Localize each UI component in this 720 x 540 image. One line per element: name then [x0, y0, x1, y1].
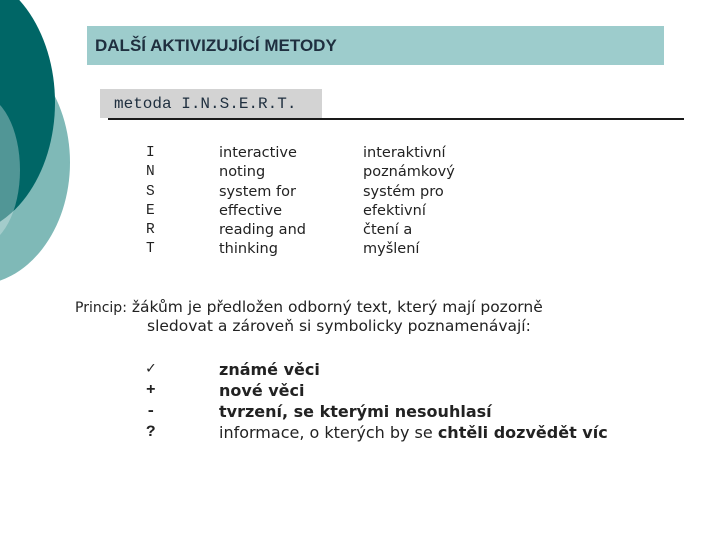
acronym-english-line: interactive	[219, 145, 297, 161]
principle-label: Princip:	[75, 300, 127, 316]
acronym-english-line: noting	[219, 164, 266, 181]
acronym-czech-line: interaktivní	[363, 145, 446, 161]
meaning-question	[219, 422, 608, 443]
principle-line-1	[75, 298, 675, 317]
acronym-czech-line: čtení a	[363, 222, 413, 239]
principle-text-2: sledovat a zároveň si symbolicky poznamenávají:	[147, 317, 531, 335]
acronym-czech-line: poznámkový	[363, 164, 455, 181]
minus-symbol: -	[146, 402, 156, 420]
acronym-letter: S	[146, 183, 155, 200]
acronym-czech-line: systém pro	[363, 183, 444, 200]
meaning-disagree: tvrzení, se kterými nesouhlasí	[219, 402, 492, 421]
acronym-english-line: reading and	[219, 222, 306, 239]
acronym-english-column	[219, 144, 306, 260]
principle-text-1: žákům je předložen odborný text, který mají pozorně	[126, 298, 543, 316]
meaning-new: nové věci	[219, 381, 305, 400]
acronym-english-line: thinking	[219, 241, 278, 258]
acronym-letter: N	[146, 164, 155, 181]
meaning-question-plain: informace, o kterých by se	[219, 423, 438, 442]
slide-subtitle: metoda I.N.S.E.R.T.	[100, 89, 322, 118]
acronym-letter: R	[146, 222, 155, 239]
symbol-meanings-column	[219, 359, 608, 443]
question-symbol: ?	[146, 423, 156, 441]
acronym-letters-column	[146, 144, 155, 260]
acronym-czech-column	[363, 144, 455, 260]
acronym-czech-line: efektivní	[363, 202, 426, 219]
checkmark-icon: ✓	[146, 360, 156, 378]
acronym-english-line: effective	[219, 202, 283, 219]
acronym-letter: T	[146, 241, 155, 258]
slide-title: DALŠÍ AKTIVIZUJÍCÍ METODY	[87, 26, 664, 65]
acronym-letter: I	[146, 145, 155, 161]
acronym-english-line: system for	[219, 183, 296, 200]
principle-paragraph	[75, 298, 675, 335]
acronym-letter: E	[146, 202, 155, 219]
acronym-czech-line: myšlení	[363, 241, 420, 258]
plus-symbol: +	[146, 381, 156, 399]
meaning-known: známé věci	[219, 360, 320, 379]
subtitle-underline	[108, 118, 684, 120]
symbol-column	[146, 359, 156, 443]
meaning-question-bold: chtěli dozvědět víc	[437, 423, 608, 442]
